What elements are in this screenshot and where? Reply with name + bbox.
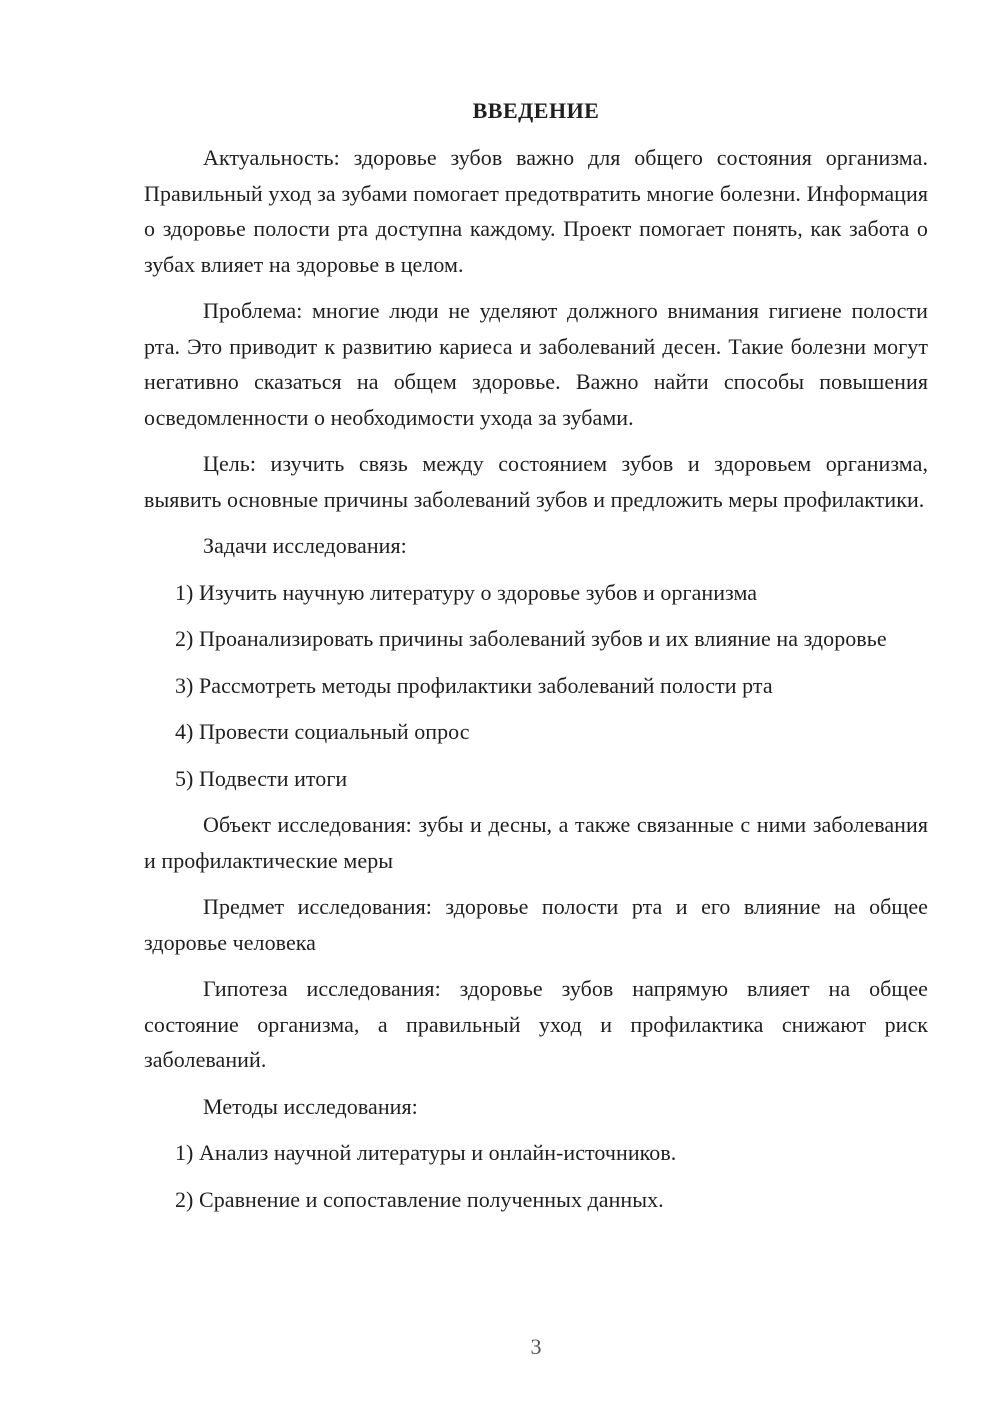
method-item: 1) Анализ научной литературы и онлайн-источников.	[175, 1140, 677, 1165]
page-title: ВВЕДЕНИЕ	[472, 98, 600, 123]
method-item: 2) Сравнение и сопоставление полученных данных.	[175, 1186, 664, 1212]
task-item: 1) Изучить научную литературу о здоровье зубов и организма	[175, 579, 758, 605]
task-item: 2) Проанализировать причины заболеваний зубов и их влияние на здоровье	[175, 626, 887, 651]
task-item: 3) Рассмотреть методы профилактики заболеваний полости рта	[175, 672, 773, 698]
paragraph-subject: Предмет исследования: здоровье полости рта и его влияние на общее здоровье человека	[144, 894, 928, 955]
paragraph-goal: Цель: изучить связь между состоянием зубов и здоровьем организма, выявить основные причины заболеваний зубов и предложить меры профилактики.	[144, 451, 928, 512]
paragraph-hypothesis: Гипотеза исследования: здоровье зубов напрямую влияет на общее состояние организма, а правильный уход и профилактика снижают риск заболеваний.	[144, 976, 928, 1072]
body-text	[144, 140, 928, 1228]
paragraph-object: Объект исследования: зубы и десны, а также связанные с ними заболевания и профилактические меры	[144, 812, 928, 873]
tasks-heading: Задачи исследования:	[203, 533, 407, 558]
task-item: 4) Провести социальный опрос	[175, 719, 470, 744]
paragraph-problem: Проблема: многие люди не уделяют должного внимания гигиене полости рта. Это приводит к развитию кариеса и заболеваний десен. Такие болезни могут негативно сказаться на общем здоровье. Важно найти способы повышения осведомленности о необходимости ухода за зубами.	[144, 298, 928, 430]
paragraph-relevance: Актуальность: здоровье зубов важно для общего состояния организма. Правильный уход за зубами помогает предотвратить многие болезни. Информация о здоровье полости рта доступна каждому. Проект помогает понять, как забота о зубах влияет на здоровье в целом.	[144, 145, 928, 277]
methods-heading: Методы исследования:	[203, 1093, 418, 1119]
task-item: 5) Подвести итоги	[175, 765, 348, 791]
page-number: 3	[530, 1334, 542, 1359]
